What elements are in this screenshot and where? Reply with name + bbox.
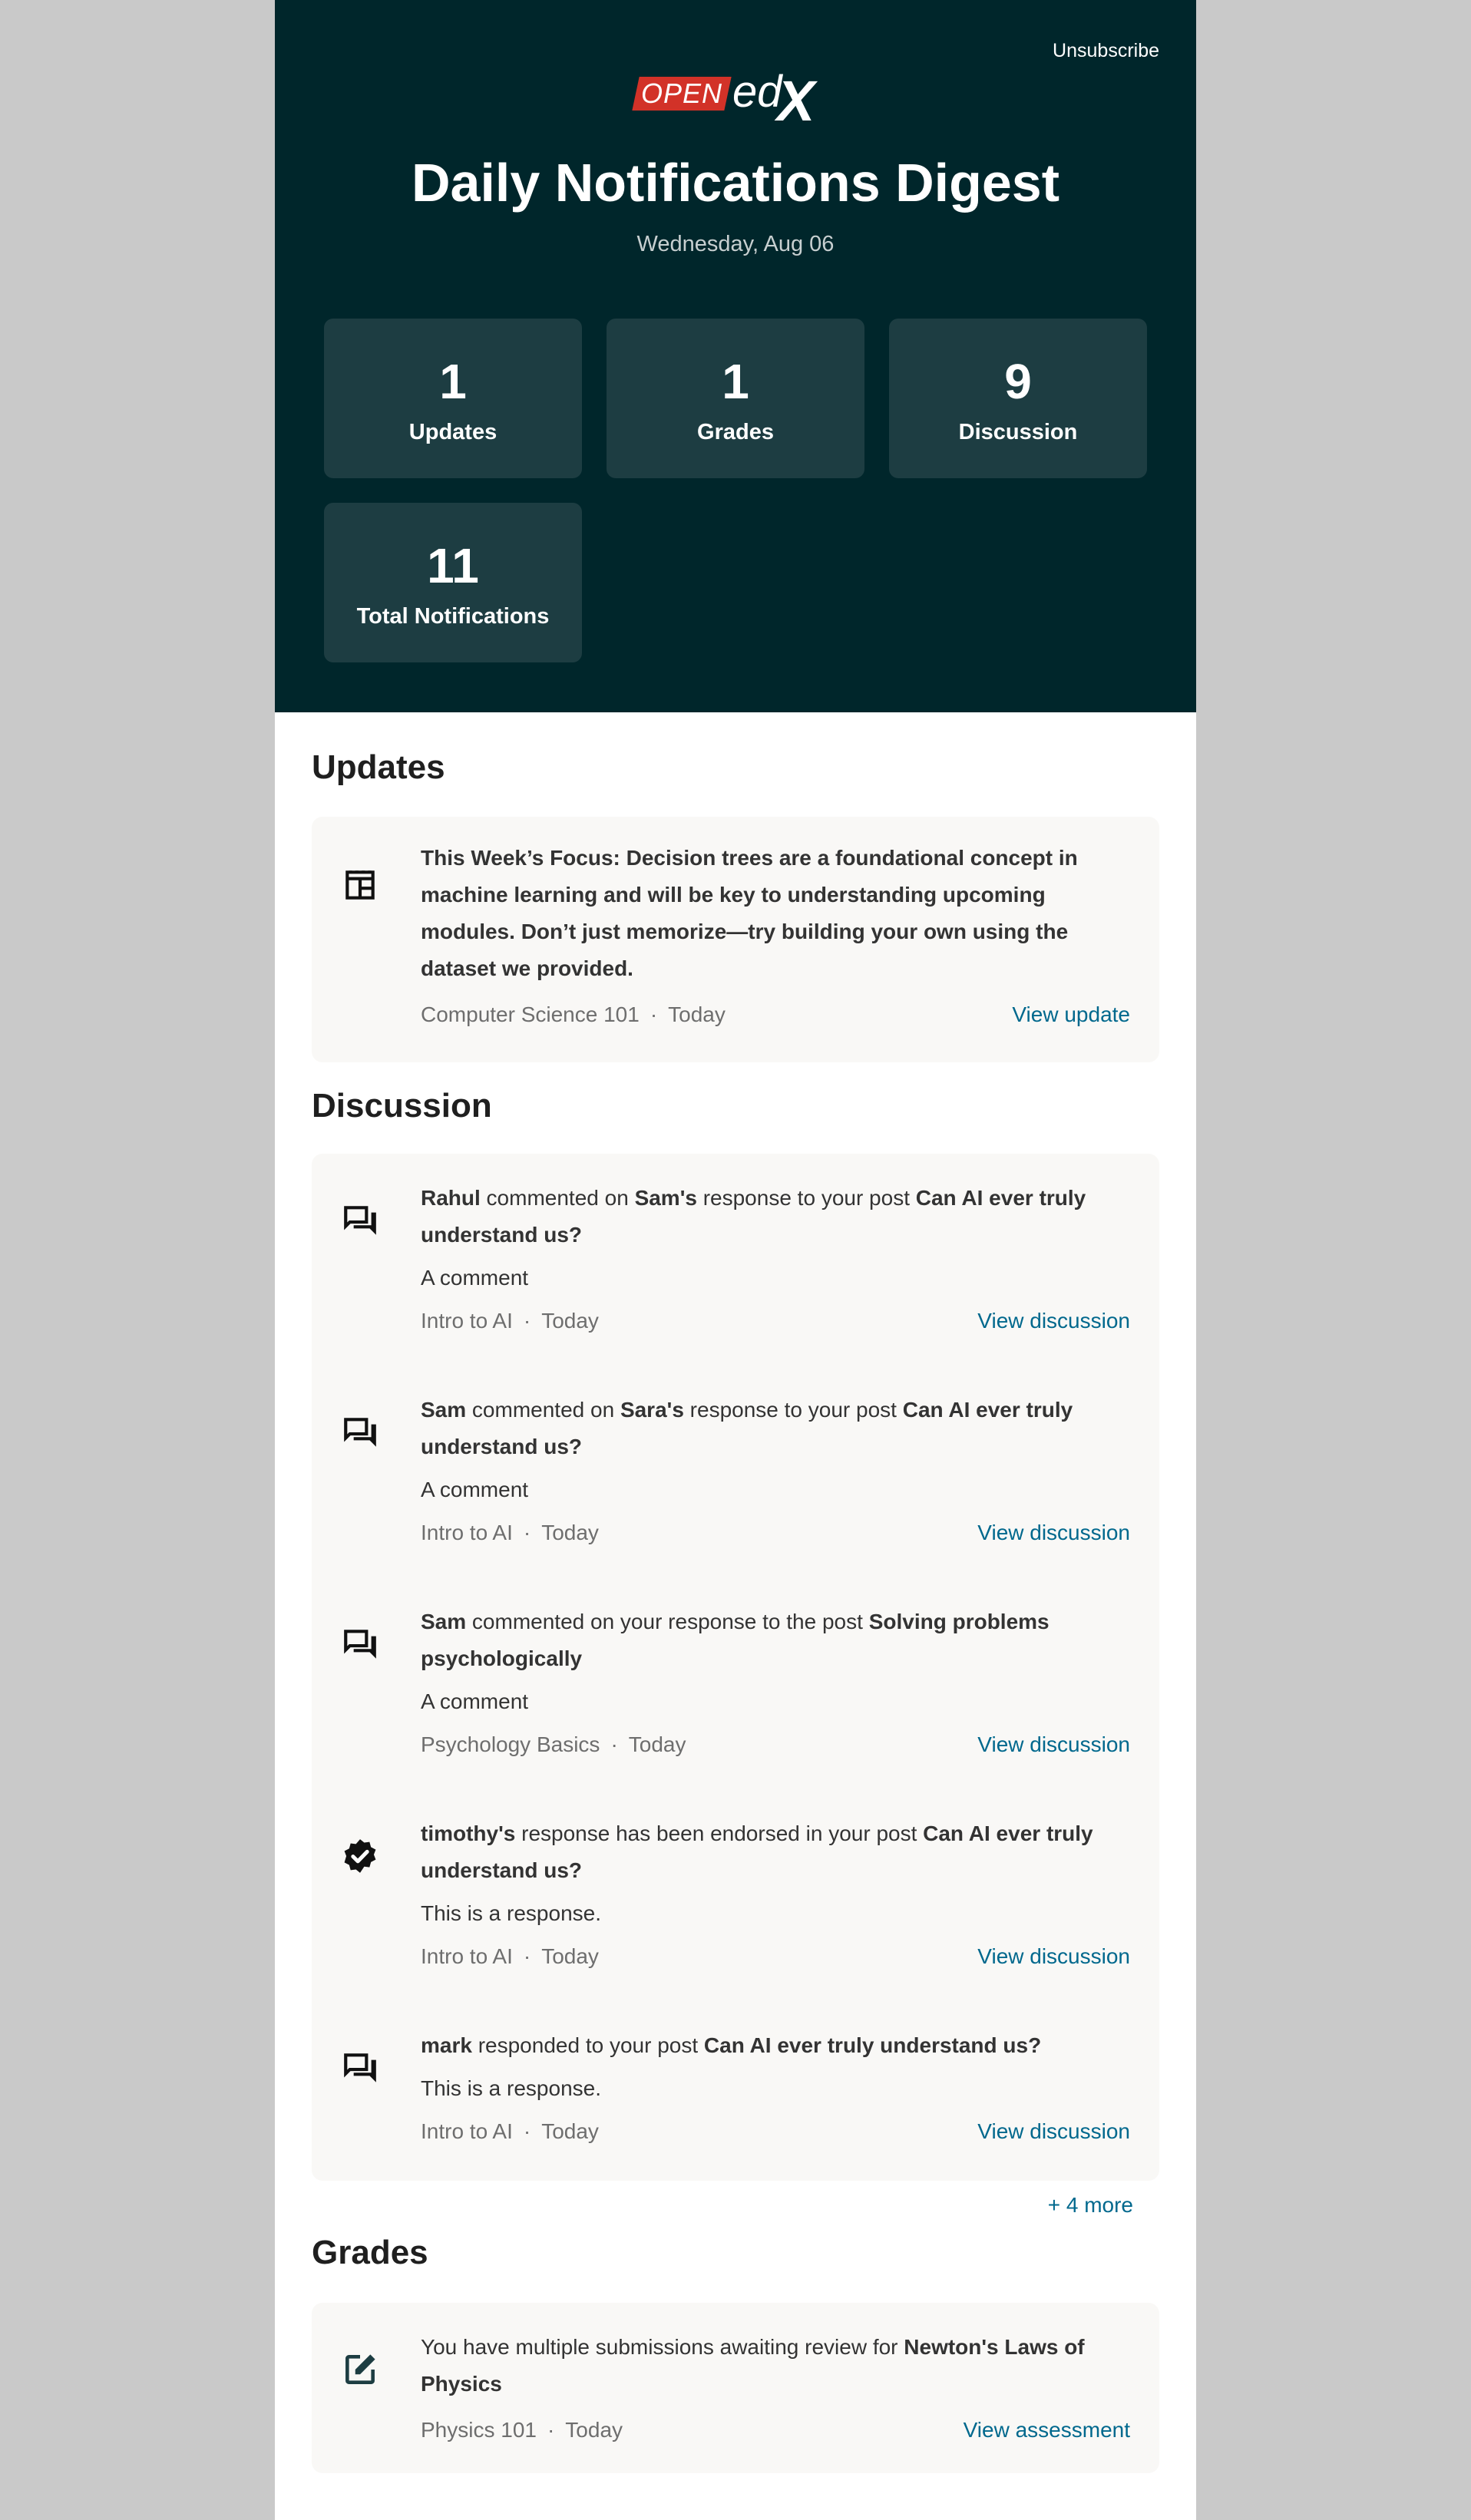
stat-count: 11 — [427, 538, 479, 593]
meta-separator: · — [523, 2119, 531, 2143]
logo-ed-text: ed — [732, 67, 782, 117]
forum-icon — [341, 1413, 379, 1452]
assessment-title: Newton's Laws of Physics — [421, 2335, 1085, 2396]
stat-card-grades — [607, 319, 864, 478]
post-title: Can AI ever truly understand us? — [421, 1186, 1086, 1247]
page-title: Daily Notifications Digest — [411, 153, 1060, 213]
post-title: Solving problems psychologically — [421, 1610, 1050, 1670]
email-container — [275, 0, 1196, 2520]
post-title: Can AI ever truly understand us? — [421, 1821, 1093, 1882]
discussion-meta — [421, 1941, 599, 1972]
stat-label: Discussion — [958, 420, 1078, 444]
stat-count: 1 — [439, 354, 467, 409]
discussion-text — [421, 1180, 1127, 1253]
forum-icon — [341, 2049, 379, 2087]
response-preview: This is a response. — [421, 2076, 601, 2100]
edit-square-icon — [341, 2350, 379, 2389]
grade-message: You have multiple submissions awaiting review for — [421, 2335, 904, 2359]
verified-badge-icon — [341, 1837, 379, 1875]
discussion-meta — [421, 2116, 599, 2147]
stat-card-discussion — [889, 319, 1147, 478]
action-text: commented on — [480, 1186, 635, 1210]
post-title: Can AI ever truly understand us? — [703, 2033, 1042, 2057]
meta-separator: · — [523, 1521, 531, 1544]
course-name: Intro to AI — [421, 1309, 513, 1333]
meta-time: Today — [541, 1309, 599, 1333]
course-name: Intro to AI — [421, 1944, 513, 1968]
discussion-text — [421, 1392, 1127, 1465]
action-text: commented on — [466, 1398, 620, 1422]
discussion-meta — [421, 1518, 599, 1548]
discussion-text — [421, 2027, 1127, 2064]
stat-label: Updates — [408, 420, 497, 444]
stat-card-total — [324, 503, 582, 662]
digest-date: Wednesday, Aug 06 — [636, 232, 835, 256]
stat-count: 9 — [1004, 354, 1032, 409]
meta-time: Today — [541, 1944, 599, 1968]
meta-separator: · — [523, 1944, 531, 1968]
course-name: Computer Science 101 — [421, 1002, 640, 1026]
meta-time: Today — [565, 2418, 623, 2442]
meta-separator: · — [650, 1002, 658, 1026]
meta-separator: · — [523, 1309, 531, 1333]
unsubscribe-link[interactable]: Unsubscribe — [1053, 40, 1159, 61]
view-assessment-link[interactable]: View assessment — [963, 2418, 1130, 2442]
action-text: responded to your post — [471, 2033, 704, 2057]
discussion-meta — [421, 1306, 599, 1336]
view-discussion-link[interactable]: View discussion — [977, 1309, 1130, 1333]
update-meta — [421, 999, 726, 1030]
actor-name: Sam — [421, 1610, 467, 1633]
update-text: This Week’s Focus: Decision trees are a foundational concept in machine learning and will be key to understanding upcoming modules. Don’t just memorize—try building your own using the dataset we provided. — [421, 846, 1078, 980]
actor-name: Sam — [421, 1398, 467, 1422]
owner-name: Sam's — [634, 1186, 697, 1210]
meta-time: Today — [668, 1002, 726, 1026]
grade-text — [421, 2329, 1127, 2403]
show-more-link[interactable]: + 4 more — [1047, 2193, 1133, 2217]
actor-name: mark — [421, 2033, 472, 2057]
owner-name: Sara's — [620, 1398, 684, 1422]
openedx-logo — [636, 67, 866, 133]
course-name: Intro to AI — [421, 1521, 513, 1544]
grades-card — [312, 2303, 1159, 2473]
stat-label: Grades — [697, 420, 774, 444]
logo-open-badge — [632, 77, 731, 111]
discussion-card — [312, 1154, 1159, 2181]
forum-icon — [341, 1201, 379, 1240]
actor-name: timothy's — [421, 1821, 516, 1845]
post-title: Can AI ever truly understand us? — [421, 1398, 1073, 1458]
digest-header — [275, 0, 1196, 712]
discussion-text — [421, 1815, 1127, 1889]
view-discussion-link[interactable]: View discussion — [977, 2119, 1130, 2143]
section-heading-grades: Grades — [312, 2234, 428, 2271]
stat-count: 1 — [722, 354, 749, 409]
comment-preview: A comment — [421, 1689, 529, 1713]
discussion-meta — [421, 1729, 686, 1760]
comment-preview: A comment — [421, 1478, 529, 1501]
comment-preview: A comment — [421, 1266, 529, 1290]
section-heading-discussion: Discussion — [312, 1087, 492, 1125]
forum-icon — [341, 1625, 379, 1663]
view-update-link[interactable]: View update — [1012, 1002, 1130, 1026]
logo-open-text: OPEN — [640, 78, 723, 109]
section-heading-updates: Updates — [312, 748, 445, 786]
course-name: Physics 101 — [421, 2418, 537, 2442]
stat-card-updates — [324, 319, 582, 478]
meta-time: Today — [628, 1732, 686, 1756]
updates-card — [312, 817, 1159, 1062]
action-rest: response to your post — [683, 1398, 903, 1422]
meta-time: Today — [541, 2119, 599, 2143]
action-text: response has been endorsed in your post — [515, 1821, 924, 1845]
view-discussion-link[interactable]: View discussion — [977, 1521, 1130, 1544]
meta-time: Today — [541, 1521, 599, 1544]
logo-x-text: X — [777, 69, 815, 133]
grade-meta — [421, 2415, 623, 2446]
action-text: commented on your response to the post — [466, 1610, 869, 1633]
meta-separator: · — [547, 2418, 555, 2442]
action-rest: response to your post — [696, 1186, 916, 1210]
view-discussion-link[interactable]: View discussion — [977, 1944, 1130, 1968]
actor-name: Rahul — [421, 1186, 481, 1210]
stat-label: Total Notifications — [356, 604, 550, 629]
discussion-text — [421, 1603, 1127, 1677]
course-name: Psychology Basics — [421, 1732, 600, 1756]
response-preview: This is a response. — [421, 1901, 601, 1925]
course-name: Intro to AI — [421, 2119, 513, 2143]
meta-separator: · — [610, 1732, 618, 1756]
view-discussion-link[interactable]: View discussion — [977, 1732, 1130, 1756]
newspaper-icon — [341, 866, 379, 904]
